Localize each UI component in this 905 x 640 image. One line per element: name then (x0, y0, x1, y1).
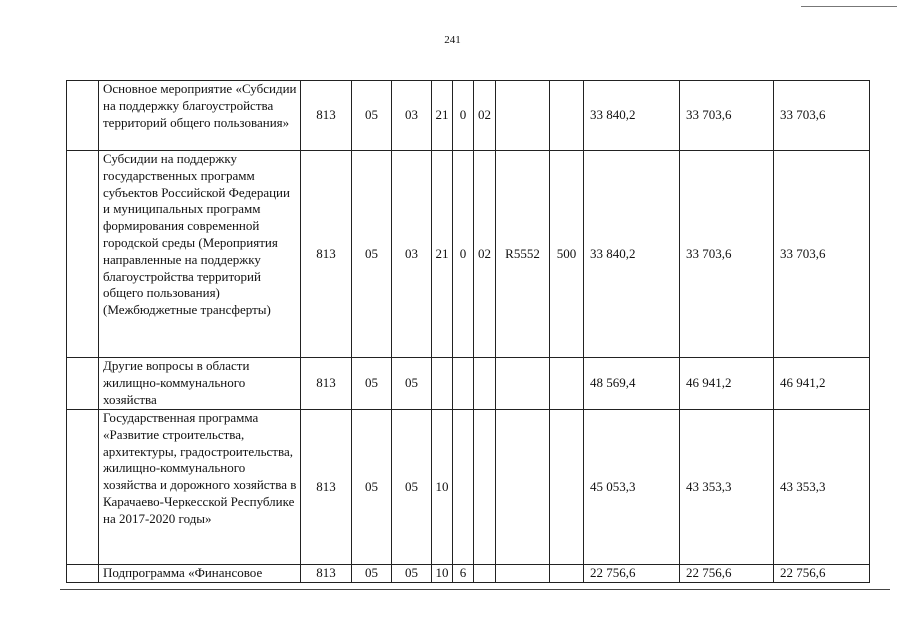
amount-year1-cell: 45 053,3 (584, 410, 680, 565)
amount-year2-cell: 22 756,6 (680, 565, 774, 583)
measure-code-cell (474, 410, 496, 565)
section-code-cell: 05 (352, 565, 392, 583)
row-name-cell: Другие вопросы в области жилищно-коммунального хозяйства (99, 358, 301, 410)
expense-type-cell: 500 (550, 151, 584, 358)
amount-year2-cell: 33 703,6 (680, 81, 774, 151)
measure-code-cell: 02 (474, 81, 496, 151)
row-index-cell (67, 81, 99, 151)
row-index-cell (67, 151, 99, 358)
top-rule (801, 6, 897, 7)
subsection-code-cell: 05 (392, 358, 432, 410)
page-number: 241 (444, 34, 461, 46)
amount-year3-cell: 22 756,6 (774, 565, 870, 583)
amount-year2-cell: 33 703,6 (680, 151, 774, 358)
row-index-cell (67, 410, 99, 565)
subprogram-code-cell: 6 (453, 565, 474, 583)
measure-code-cell: 02 (474, 151, 496, 358)
subprogram-code-cell: 0 (453, 81, 474, 151)
table-row (67, 565, 870, 583)
direction-code-cell (496, 81, 550, 151)
direction-code-cell (496, 410, 550, 565)
section-code-cell: 05 (352, 358, 392, 410)
table-row (67, 151, 870, 358)
subprogram-code-cell: 0 (453, 151, 474, 358)
subsection-code-cell: 03 (392, 81, 432, 151)
expense-type-cell (550, 81, 584, 151)
direction-code-cell: R5552 (496, 151, 550, 358)
expense-type-cell (550, 410, 584, 565)
row-name-cell: Государственная программа «Развитие строительства, архитектуры, градостроительства, жилищно-коммунального хозяйства и дорожного хозяйства в Карачаево-Черкесской Республике на 2017-2020 годы» (99, 410, 301, 565)
ministry-code-cell: 813 (301, 565, 352, 583)
amount-year3-cell: 33 703,6 (774, 81, 870, 151)
amount-year1-cell: 33 840,2 (584, 81, 680, 151)
amount-year3-cell: 33 703,6 (774, 151, 870, 358)
expense-type-cell (550, 565, 584, 583)
table-row (67, 410, 870, 565)
amount-year2-cell: 43 353,3 (680, 410, 774, 565)
bottom-rule (60, 589, 890, 590)
program-code-cell: 21 (432, 151, 453, 358)
row-index-cell (67, 358, 99, 410)
direction-code-cell (496, 358, 550, 410)
section-code-cell: 05 (352, 410, 392, 565)
subprogram-code-cell (453, 410, 474, 565)
row-name-cell: Подпрограмма «Финансовое (99, 565, 301, 583)
amount-year2-cell: 46 941,2 (680, 358, 774, 410)
row-name-cell: Основное мероприятие «Субсидии на поддержку благоустройства территорий общего пользования» (99, 81, 301, 151)
measure-code-cell (474, 565, 496, 583)
section-code-cell: 05 (352, 81, 392, 151)
ministry-code-cell: 813 (301, 410, 352, 565)
measure-code-cell (474, 358, 496, 410)
program-code-cell (432, 358, 453, 410)
amount-year1-cell: 33 840,2 (584, 151, 680, 358)
amount-year1-cell: 22 756,6 (584, 565, 680, 583)
ministry-code-cell: 813 (301, 358, 352, 410)
ministry-code-cell: 813 (301, 151, 352, 358)
row-name-cell: Субсидии на поддержку государственных программ субъектов Российской Федерации и муниципальных программ формирования современной городской среды (Мероприятия направленные на поддержку благоустройства территорий общего пользования) (Межбюджетные трансферты) (99, 151, 301, 358)
subprogram-code-cell (453, 358, 474, 410)
program-code-cell: 10 (432, 565, 453, 583)
table-row (67, 81, 870, 151)
row-index-cell (67, 565, 99, 583)
program-code-cell: 10 (432, 410, 453, 565)
subsection-code-cell: 05 (392, 410, 432, 565)
expense-type-cell (550, 358, 584, 410)
subsection-code-cell: 05 (392, 565, 432, 583)
amount-year3-cell: 46 941,2 (774, 358, 870, 410)
ministry-code-cell: 813 (301, 81, 352, 151)
amount-year3-cell: 43 353,3 (774, 410, 870, 565)
budget-table (66, 80, 870, 583)
direction-code-cell (496, 565, 550, 583)
program-code-cell: 21 (432, 81, 453, 151)
section-code-cell: 05 (352, 151, 392, 358)
table-row (67, 358, 870, 410)
amount-year1-cell: 48 569,4 (584, 358, 680, 410)
subsection-code-cell: 03 (392, 151, 432, 358)
